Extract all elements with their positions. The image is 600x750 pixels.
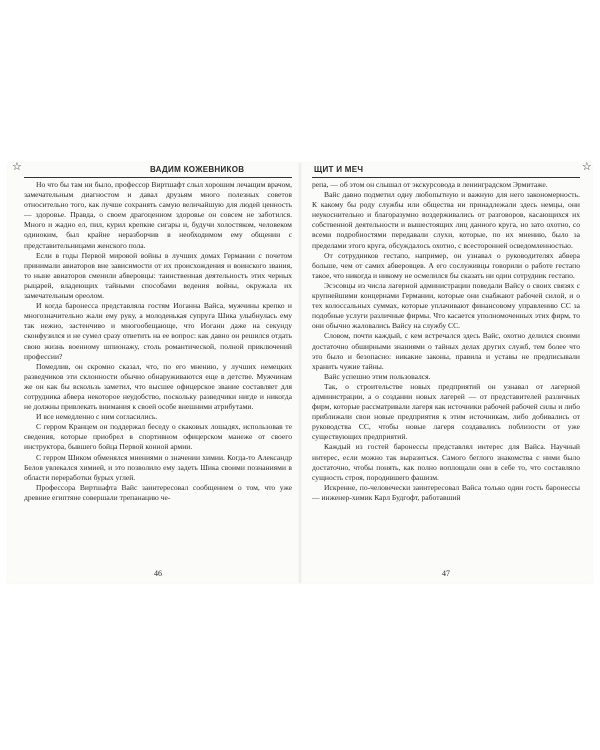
paragraph: Эсэсовцы из числа лагерной администрации поведали Вайсу о своих связях с крупнейшими концернами Германии, которые они снабжают рабочей силой, и о тех колоссальных суммах, которые уплачивают финансовому управлению СС за подобные услуги различные фирмы. Что касается уполномоченных этих фирм, то они обычно жаловались Вайсу на службу СС. <box>312 280 580 331</box>
right-running-header <box>312 161 592 178</box>
book-spread <box>8 163 592 583</box>
paragraph: Так, о строительстве новых предприятий он узнавал от лагерной администрации, а о создании новых лагерей — от представителей различных фирм, которые рассматривали лагеря как источники рабочей рабочей силы и либо приближали свои новые предприятия к этим источникам, либо добивались от руководства СС, чтобы новые лагеря создавались поблизости от уже существующих предприятий. <box>312 381 580 442</box>
star-ornament-icon: ☆ <box>12 161 23 173</box>
paragraph: Помедлив, он скромно сказал, что, по его мнению, у лучших немецких разведчиков эти склонности обычно обнаруживаются еще в детстве. Мужчинам же он как бы вскользь заметил, что высшее офицерское звание составляет для сотрудника абвера некоторое неудобство, поскольку разведчики нигде и никогда не должны привлекать внимания к своей особе внешними атрибутами. <box>24 361 292 412</box>
right-page-text <box>312 180 580 503</box>
paragraph: Вайс давно подметил одну любопытную и важную для него закономерность. К какому бы роду службы или общества ни принадлежали здесь немцы, они неукоснительно и благоразумно воздерживались от разговоров, касающихся их собственной деятельности и вышестоящих лиц данного круга, но зато охотно, со всеми подробностями передавали слухи, которые, по их мнению, было за пределами этого круга, обсуждалось охотно, с всесторонней осведомленностью. <box>312 190 580 250</box>
star-ornament-icon: ☆ <box>581 161 592 173</box>
paragraph: И все немедленно с ним согласились. <box>36 412 158 422</box>
book-gutter <box>298 163 302 583</box>
left-page <box>12 161 292 583</box>
paragraph: И когда баронесса представляла гостям Иоганна Вайса, мужчины крепко и многозначительно жали ему руку, а молоденькая супруга Шика улыбнулась ему так нежно, застенчиво и многообещающе, что Иоганн даже на секунду сконфузился и не сумел сразу ответить на ее вопрос: как давно он решился отдать свою жизнь военному шпионажу, столь романтической, полной приключений профессии? <box>24 301 292 361</box>
paragraph-continuation: репа, — об этом он слышал от экскурсовода в ленинградском Эрмитаже. <box>312 180 548 189</box>
paragraph: С герром Шиком обменялся мнениями о значении химии. Когда-то Александр Белов увлекался химией, и это позволило ему задеть Шика своими познаниями в области переработки бурых углей. <box>24 452 292 482</box>
paragraph: Профессора Виртшафта Вайс заинтересовал сообщением о том, что уже древние египтяне совершали трепанацию че- <box>24 482 292 502</box>
right-page-number: 47 <box>442 569 450 578</box>
paragraph: Каждый из гостей баронессы представлял интерес для Вайса. Научный интерес, если можно так выразиться. Самого беглого знакомства с ними было достаточно, чтобы понять, как полно воплощали они в себе то, что составляло сущность строя, породившего фашизм. <box>312 442 580 482</box>
left-running-head-title: ВАДИМ КОЖЕВНИКОВ <box>150 165 245 174</box>
paragraph: Вайс успешно этим пользовался. <box>324 371 431 381</box>
left-page-number: 46 <box>154 569 162 578</box>
left-page-text <box>24 180 292 503</box>
paragraph: От сотрудников гестапо, например, он узнавал о руководителях абвера больше, чем от самих абверовцев. А его сослуживцы говорили о работе гестапо такое, что никогда и никому не осмелился бы сказать ни один сотрудник гестапо. <box>312 250 580 280</box>
paragraph: С герром Кранцем он поддержал беседу о скаковых лошадях, использовав те сведения, которые приобрел в спортивном офицерском манеже от своего инструктора, бывшего бойца Первой конной армии. <box>24 422 292 452</box>
paragraph: Если в годы Первой мировой войны в лучших домах Германии с почетом принимали авиаторов вне зависимости от их происхождения и воинского звания, то ныне авиаторов сменили абверовцы: таинственная деятельность этих черных рыцарей, владеющих тайными способами ведения войны, окружала их замечательным ореолом. <box>24 250 292 301</box>
left-running-header <box>12 161 292 178</box>
right-page <box>312 161 592 583</box>
paragraph: Словом, почти каждый, с кем встречался здесь Вайс, охотно делился своими достаточно обширными знаниями о тайных делах других служб, тем более что это было и безопасно: никакие законы, правила и уставы не предписывали хранить чужие тайны. <box>312 331 580 371</box>
paragraph: Искренне, по-человечески заинтересовал Вайса только один гость баронессы — инженер-химик Карл Будгофт, работавший <box>312 482 580 502</box>
paragraph: Но что бы там ни было, профессор Виртшафт слыл хорошим лечащим врачом, замечательным диагностом и давал друзьям много полезных советов относительно того, как лучше сохранять самую величайшую для людей ценность — здоровье. Правда, о своем драгоценном здоровье он совсем не заботился. Много и жадно ел, пил, курил крепкие сигары и, будучи холостяком, человеком одиноким, был крайне неразборчив в необходимом ему общении с представительницами женского пола. <box>24 180 292 250</box>
right-running-head-title: ЩИТ И МЕЧ <box>314 165 364 174</box>
